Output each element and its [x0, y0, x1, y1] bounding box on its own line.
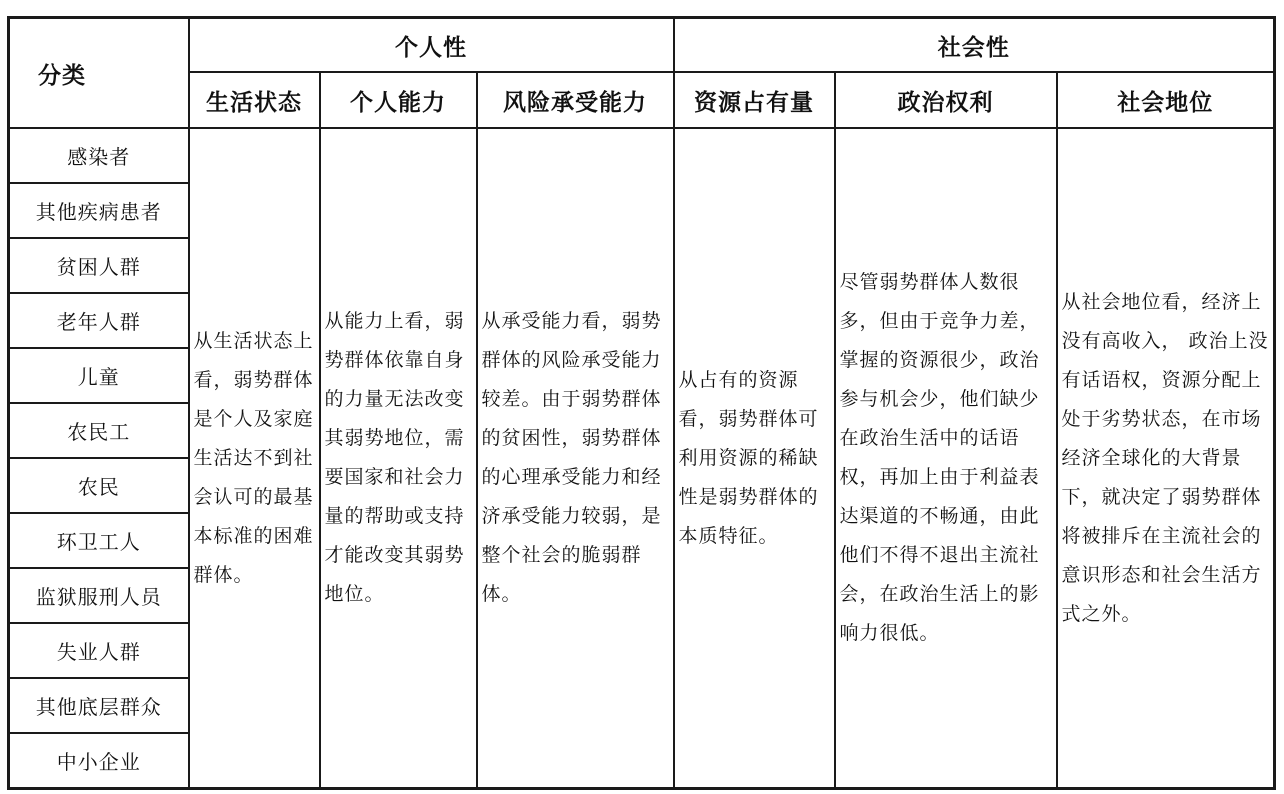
corner-header: 分类: [9, 18, 189, 129]
group-header-personal: 个人性: [189, 18, 674, 73]
resource-description: 从占有的资源看，弱势群体可利用资源的稀缺性是弱势群体的本质特征。: [674, 128, 835, 789]
category-cell: 其他底层群众: [9, 678, 189, 733]
category-cell: 中小企业: [9, 733, 189, 789]
living-description: 从生活状态上看，弱势群体是个人及家庭生活达不到社会认可的最基本标准的困难群体。: [189, 128, 320, 789]
category-cell: 环卫工人: [9, 513, 189, 568]
category-cell: 贫困人群: [9, 238, 189, 293]
ability-description: 从能力上看，弱势群体依靠自身的力量无法改变其弱势地位，需要国家和社会力量的帮助或支持才能改变其弱势地位。: [320, 128, 477, 789]
category-cell: 监狱服刑人员: [9, 568, 189, 623]
classification-table-container: [7, 16, 1273, 790]
column-header-risk: 风险承受能力: [477, 72, 674, 128]
category-cell: 其他疾病患者: [9, 183, 189, 238]
vulnerable-groups-table: [7, 16, 1276, 790]
status-description: 从社会地位看，经济上没有高收入， 政治上没有话语权，资源分配上处于劣势状态，在市场经济全球化的大背景下，就决定了弱势群体将被排斥在主流社会的意识形态和社会生活方式之外。: [1057, 128, 1275, 789]
category-cell: 儿童: [9, 348, 189, 403]
column-header-status: 社会地位: [1057, 72, 1275, 128]
column-header-row: [9, 72, 1275, 128]
column-header-ability: 个人能力: [320, 72, 477, 128]
political-description: 尽管弱势群体人数很多，但由于竞争力差，掌握的资源很少，政治参与机会少，他们缺少在政治生活中的话语权，再加上由于利益表达渠道的不畅通，由此他们不得不退出主流社会，在政治生活上的影响力很低。: [835, 128, 1057, 789]
risk-description: 从承受能力看，弱势群体的风险承受能力较差。由于弱势群体的贫困性，弱势群体的心理承受能力和经济承受能力较弱，是整个社会的脆弱群体。: [477, 128, 674, 789]
category-cell: 失业人群: [9, 623, 189, 678]
category-cell: 感染者: [9, 128, 189, 183]
column-header-resource: 资源占有量: [674, 72, 835, 128]
table-row: [9, 128, 1275, 183]
category-cell: 老年人群: [9, 293, 189, 348]
column-header-political: 政治权利: [835, 72, 1057, 128]
category-cell: 农民: [9, 458, 189, 513]
column-header-living: 生活状态: [189, 72, 320, 128]
group-header-row: [9, 18, 1275, 73]
group-header-social: 社会性: [674, 18, 1275, 73]
category-cell: 农民工: [9, 403, 189, 458]
